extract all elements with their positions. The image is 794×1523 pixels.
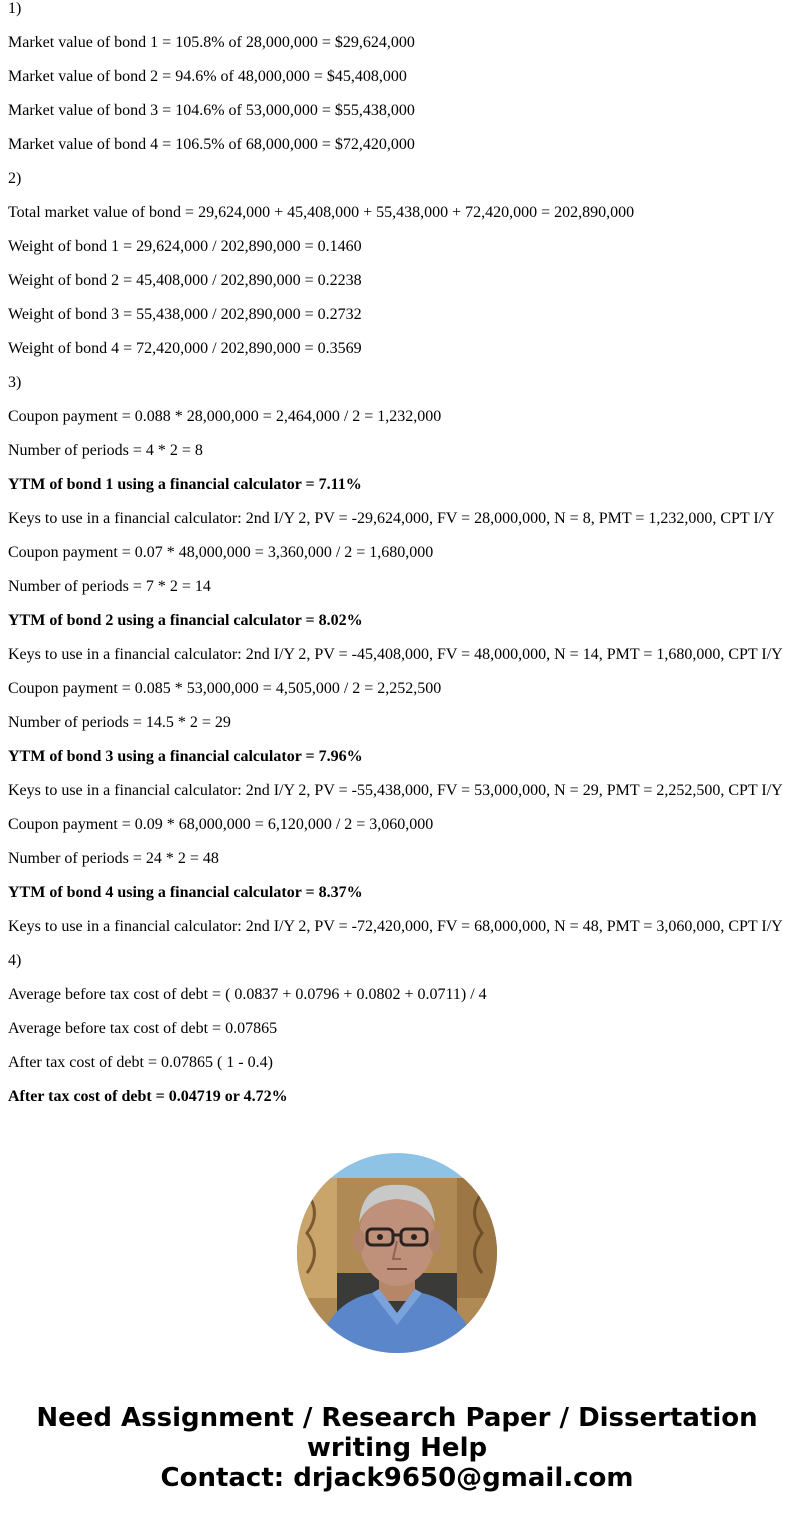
text-line: YTM of bond 2 using a financial calculator = 8.02% [8, 612, 363, 629]
text-line: Weight of bond 4 = 72,420,000 / 202,890,000 = 0.3569 [8, 340, 362, 357]
text-line: Average before tax cost of debt = ( 0.0837 + 0.0796 + 0.0802 + 0.0711) / 4 [8, 986, 487, 1003]
text-line: Total market value of bond = 29,624,000 + 45,408,000 + 55,438,000 + 72,420,000 = 202,890,000 [8, 204, 635, 221]
text-line: Keys to use in a financial calculator: 2nd I/Y 2, PV = -45,408,000, FV = 48,000,000, N = 14, PMT = 1,680,000, CPT I/Y [8, 646, 783, 663]
text-line: Weight of bond 2 = 45,408,000 / 202,890,000 = 0.2238 [8, 272, 362, 289]
text-line: Market value of bond 2 = 94.6% of 48,000,000 = $45,408,000 [8, 68, 407, 85]
footer-line-1: Need Assignment / Research Paper / Dissertation [36, 1403, 758, 1433]
text-line: 4) [8, 952, 22, 969]
text-line: Keys to use in a financial calculator: 2nd I/Y 2, PV = -29,624,000, FV = 28,000,000, N = 8, PMT = 1,232,000, CPT I/Y [8, 510, 775, 527]
text-line: Market value of bond 4 = 106.5% of 68,000,000 = $72,420,000 [8, 136, 415, 153]
text-line: Number of periods = 14.5 * 2 = 29 [8, 714, 231, 731]
text-line: YTM of bond 3 using a financial calculator = 7.96% [8, 748, 363, 765]
text-line: Coupon payment = 0.088 * 28,000,000 = 2,464,000 / 2 = 1,232,000 [8, 408, 442, 425]
footer-line-2: writing Help [306, 1433, 488, 1463]
text-line: YTM of bond 4 using a financial calculator = 8.37% [8, 884, 363, 901]
footer-line-3: Contact: drjack9650@gmail.com [160, 1463, 634, 1493]
text-line: 2) [8, 170, 22, 187]
text-line: Weight of bond 3 = 55,438,000 / 202,890,000 = 0.2732 [8, 306, 362, 323]
footer-contact [0, 1403, 794, 1493]
text-line: Market value of bond 1 = 105.8% of 28,000,000 = $29,624,000 [8, 34, 415, 51]
text-line: Coupon payment = 0.085 * 53,000,000 = 4,505,000 / 2 = 2,252,500 [8, 680, 442, 697]
text-line: Number of periods = 24 * 2 = 48 [8, 850, 219, 867]
text-line: Coupon payment = 0.07 * 48,000,000 = 3,360,000 / 2 = 1,680,000 [8, 544, 434, 561]
author-photo [297, 1153, 497, 1353]
text-line: YTM of bond 1 using a financial calculator = 7.11% [8, 476, 362, 493]
text-line: Keys to use in a financial calculator: 2nd I/Y 2, PV = -55,438,000, FV = 53,000,000, N = 29, PMT = 2,252,500, CPT I/Y [8, 782, 783, 799]
text-line: After tax cost of debt = 0.07865 ( 1 - 0.4) [8, 1054, 273, 1071]
text-line: Market value of bond 3 = 104.6% of 53,000,000 = $55,438,000 [8, 102, 415, 119]
text-line: After tax cost of debt = 0.04719 or 4.72% [8, 1088, 288, 1105]
text-line: 3) [8, 374, 22, 391]
text-line: Coupon payment = 0.09 * 68,000,000 = 6,120,000 / 2 = 3,060,000 [8, 816, 434, 833]
text-line: Weight of bond 1 = 29,624,000 / 202,890,000 = 0.1460 [8, 238, 362, 255]
solution-text [8, 0, 794, 1122]
text-line: 1) [8, 0, 22, 17]
text-line: Number of periods = 4 * 2 = 8 [8, 442, 203, 459]
text-line: Number of periods = 7 * 2 = 14 [8, 578, 211, 595]
text-line: Average before tax cost of debt = 0.07865 [8, 1020, 278, 1037]
text-line: Keys to use in a financial calculator: 2nd I/Y 2, PV = -72,420,000, FV = 68,000,000, N = 48, PMT = 3,060,000, CPT I/Y [8, 918, 783, 935]
